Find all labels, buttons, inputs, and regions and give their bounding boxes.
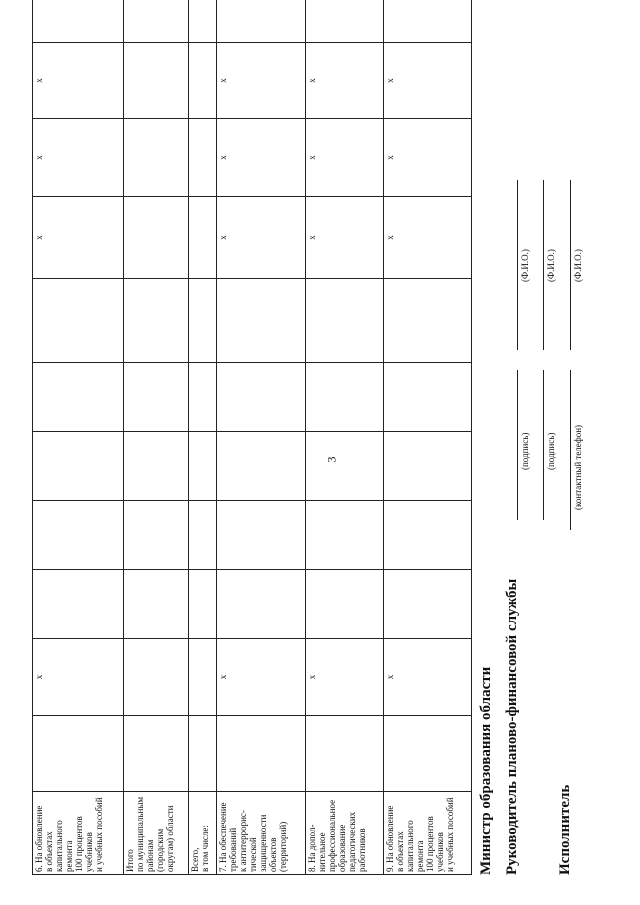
signature-caption: (Ф.И.О.): [546, 249, 556, 282]
table-row: [123, 0, 189, 875]
table-cell: [305, 716, 383, 792]
table-cell: [123, 716, 189, 792]
table-cell: [33, 279, 124, 363]
table-cell: [217, 279, 305, 363]
signature-line: [517, 180, 518, 350]
table-cell: [305, 570, 383, 639]
signature-line: [570, 180, 571, 350]
row-label: Итого по муниципальным районам (городским округам) области: [123, 792, 189, 875]
table-cell: [217, 0, 305, 43]
table-cell: [189, 639, 217, 716]
table-cell: x: [33, 119, 124, 197]
signature-title-minister: Министр образования области: [478, 666, 494, 875]
row-label: 7. На обеспечение требований к антитеррорис- тической защищенности объектов (территорий): [217, 792, 305, 875]
table-cell: [383, 432, 471, 501]
table-row: [217, 0, 305, 875]
table-cell: [383, 279, 471, 363]
signature-line: [570, 370, 571, 530]
table-cell: [33, 432, 124, 501]
table-cell: [383, 570, 471, 639]
table-cell: [123, 501, 189, 570]
row-label: Всего, в том числе:: [189, 792, 217, 875]
table-cell: [189, 119, 217, 197]
page-number: 3: [324, 456, 339, 463]
table-cell: x: [305, 119, 383, 197]
table-cell: x: [217, 119, 305, 197]
table-cell: x: [33, 197, 124, 279]
table-cell: [189, 279, 217, 363]
signature-caption: (Ф.И.О.): [520, 249, 530, 282]
signature-line: [517, 370, 518, 520]
signature-caption: (Ф.И.О.): [573, 249, 583, 282]
table-cell: [189, 0, 217, 43]
table-cell: [305, 363, 383, 432]
table-cell: [383, 501, 471, 570]
table-cell: [33, 363, 124, 432]
table-cell: [123, 279, 189, 363]
row-label: 8. На допол- нительное профессиональное образование педагогических работников: [305, 792, 383, 875]
rotated-page-content: [32, 30, 583, 875]
table-cell: [189, 716, 217, 792]
table-cell: [123, 432, 189, 501]
signature-caption: (контактный телефон): [573, 424, 583, 510]
table-cell: [123, 363, 189, 432]
table-cell: x: [383, 119, 471, 197]
table-cell: [123, 639, 189, 716]
signature-title-executor: Исполнитель: [557, 784, 573, 875]
table-row: [33, 0, 124, 875]
table-cell: [305, 0, 383, 43]
table-cell: [217, 570, 305, 639]
table-cell: x: [383, 639, 471, 716]
table-cell: [217, 716, 305, 792]
signature-line: [543, 180, 544, 350]
row-label: 6. На обновление в объектах капитального ремонта 100 процентов учебников и учебных пособий: [33, 792, 124, 875]
table-cell: [33, 716, 124, 792]
table-cell: x: [217, 197, 305, 279]
signature-title-finance-head: Руководитель планово-финансовой службы: [504, 578, 520, 875]
row-label: 9. На обновление в объектах капитального ремонта 100 процентов учебников и учебных пособий: [383, 792, 471, 875]
table-cell: x: [383, 197, 471, 279]
table-cell: [305, 279, 383, 363]
table-cell: x: [383, 43, 471, 119]
table-cell: x: [33, 43, 124, 119]
table-cell: x: [305, 639, 383, 716]
table-cell: x: [217, 639, 305, 716]
table-cell: [189, 197, 217, 279]
table-row: [189, 0, 217, 875]
table-cell: [123, 43, 189, 119]
table-cell: [123, 570, 189, 639]
table-cell: [217, 363, 305, 432]
table-cell: [217, 432, 305, 501]
table-cell: [305, 501, 383, 570]
table-cell: [189, 43, 217, 119]
table-cell: x: [217, 43, 305, 119]
table-cell: [33, 501, 124, 570]
table-cell: [189, 570, 217, 639]
table-cell: [33, 0, 124, 43]
table-cell: [123, 119, 189, 197]
signature-line: [543, 370, 544, 520]
table-cell: x: [33, 639, 124, 716]
table-row: [383, 0, 471, 875]
table-cell: [33, 570, 124, 639]
table-cell: [189, 432, 217, 501]
table-cell: [189, 363, 217, 432]
table-row: [305, 0, 383, 875]
data-table: [32, 0, 472, 875]
table-cell: [383, 0, 471, 43]
table-cell: [383, 716, 471, 792]
table-cell: x: [305, 197, 383, 279]
table-cell: [217, 501, 305, 570]
table-cell: [305, 432, 383, 501]
signature-caption: (подпись): [546, 432, 556, 470]
table-cell: [189, 501, 217, 570]
signature-caption: (подпись): [520, 432, 530, 470]
table-cell: x: [305, 43, 383, 119]
table-cell: [123, 0, 189, 43]
table-cell: [383, 363, 471, 432]
table-cell: [123, 197, 189, 279]
